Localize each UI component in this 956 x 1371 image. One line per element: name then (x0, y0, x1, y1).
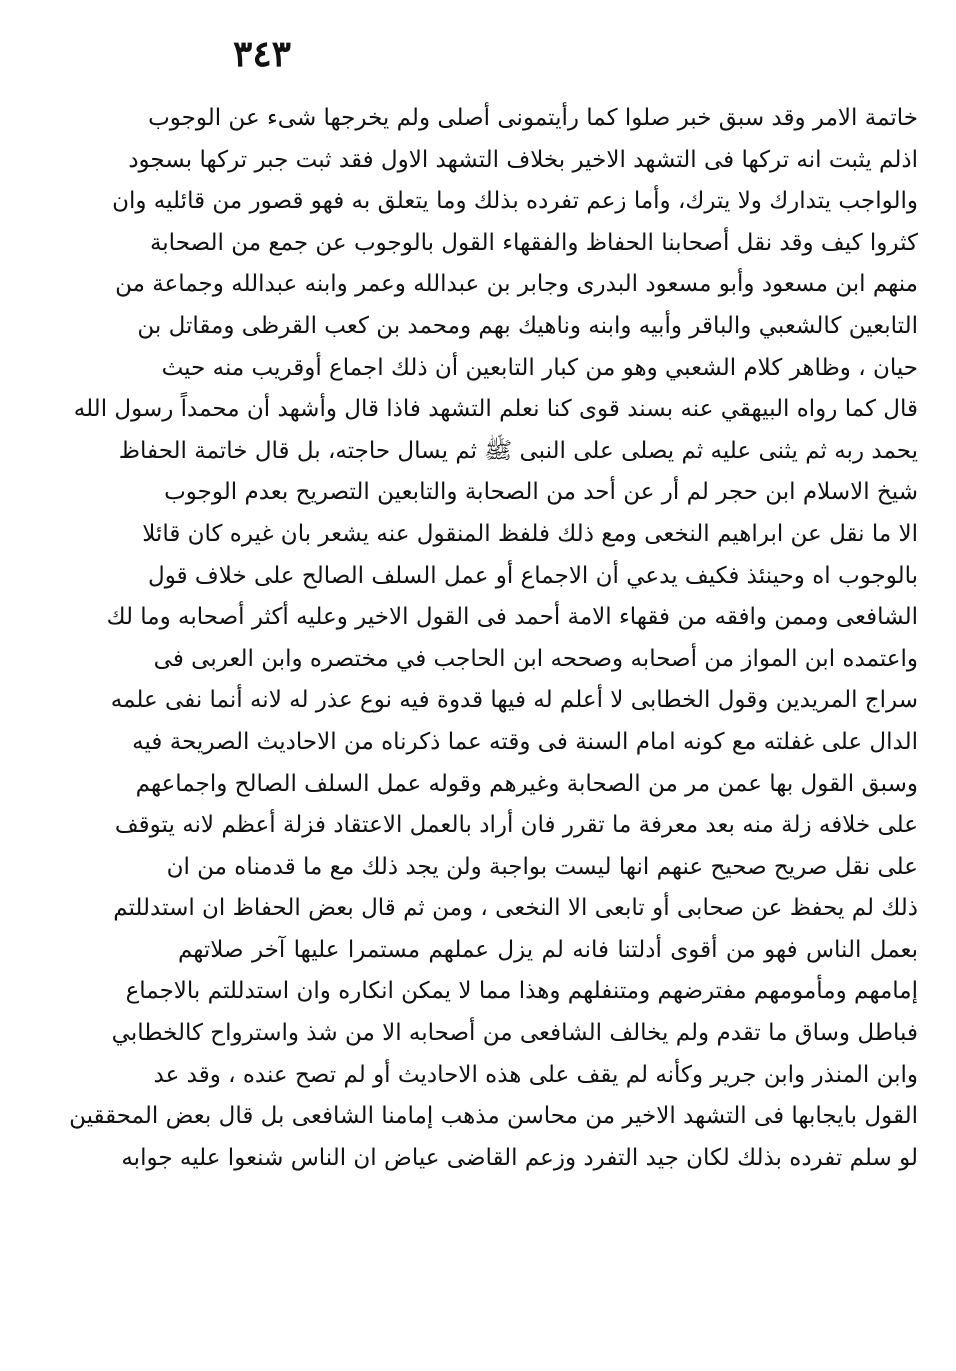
text-line: الا ما نقل عن ابراهيم النخعى ومع ذلك فلفظ المنقول عنه يشعر بان غيره كان قائلا (142, 520, 918, 547)
text-line: بعمل الناس فهو من أقوى أدلتنا فانه لم يزل عملهم مستمرا عليها آخر صلاتهم (178, 936, 918, 963)
text-line: شيخ الاسلام ابن حجر لم أر عن أحد من الصحابة والتابعين التصريح بعدم الوجوب (164, 479, 918, 506)
text-line: يحمد ربه ثم يثنى عليه ثم يصلى على النبى ﷺ ثم يسال حاجته، بل قال خاتمة الحفاظ (118, 437, 918, 464)
text-line: وسبق القول بها عمن مر من الصحابة وغيرهم وقوله عمل السلف الصالح واجماعهم (135, 770, 918, 797)
page-number: ٣٤٣ (232, 33, 291, 75)
text-line: قال كما رواه البيهقي عنه بسند قوى كنا نعلم التشهد فاذا قال وأشهد أن محمداً رسول الله (73, 396, 918, 423)
text-line: على نقل صريح صحيح عنهم انها ليست بواجبة ولن يجد ذلك مع ما قدمناه من ان (166, 853, 918, 880)
text-line: القول بايجابها فى التشهد الاخير من محاسن مذهب إمامنا الشافعى بل قال بعض المحققين (69, 1103, 918, 1130)
text-line: إمامهم ومأمومهم مفترضهم ومتنفلهم وهذا مما لا يمكن انكاره وان استدللتم بالاجماع (125, 978, 918, 1005)
text-line: والواجب يتدارك ولا يترك، وأما زعم تفرده بذلك وما يتعلق به فهو قصور من قائليه وان (112, 188, 918, 215)
text-line: فباطل وساق ما تقدم ولم يخالف الشافعى من أصحابه الا من شذ واسترواح كالخطابي (111, 1020, 918, 1047)
text-line: سراج المريدين وقول الخطابى لا أعلم له فيها قدوة فيه نوع عذر له لانه أنما نفى علمه (110, 687, 918, 714)
text-line: الدال على غفلته مع كونه امام السنة فى وقته عما ذكرناه من الاحاديث الصريحة فيه (132, 728, 918, 755)
text-line: اذلم يثبت انه تركها فى التشهد الاخير بخلاف التشهد الاول فقد ثبت جبر تركها بسجود (128, 146, 918, 173)
text-line: حيان ، وظاهر كلام الشعبي وهو من كبار التابعين أن ذلك اجماع أوقريب منه حيث (161, 354, 918, 381)
text-line: على خلافه زلة منه بعد معرفة ما تقرر فان أراد بالعمل الاعتقاد فزلة أعظم لانه يتوقف (114, 812, 918, 839)
text-line: التابعين كالشعبي والباقر وأبيه وابنه وناهيك بهم ومحمد بن كعب القرظى ومقاتل بن (137, 312, 918, 339)
text-line: بالوجوب اه وحينئذ فكيف يدعي أن الاجماع أو عمل السلف الصالح على خلاف قول (148, 562, 918, 589)
text-line: خاتمة الامر وقد سبق خبر صلوا كما رأيتمونى أصلى ولم يخرجها شىء عن الوجوب (148, 105, 918, 131)
text-line: وابن المنذر وابن جرير وكأنه لم يقف على هذه الاحاديث أو لم تصح عنده ، وقد عد (153, 1061, 918, 1088)
text-line: لو سلم تفرده بذلك لكان جيد التفرد وزعم القاضى عياض ان الناس شنعوا عليه جوابه (121, 1144, 918, 1171)
text-line: واعتمده ابن المواز من أصحابه وصححه ابن الحاجب في مختصره وابن العربى فى (153, 645, 918, 672)
text-line: الشافعى وممن وافقه من فقهاء الامة أحمد فى القول الاخير وعليه أكثر أصحابه وما لك (106, 604, 918, 631)
text-line: كثروا كيف وقد نقل أصحابنا الحفاظ والفقهاء القول بالوجوب عن جمع من الصحابة (149, 229, 918, 256)
text-line: ذلك لم يحفظ عن صحابى أو تابعى الا النخعى ، ومن ثم قال بعض الحفاظ ان استدللتم (113, 895, 918, 922)
body-text (69, 98, 918, 1179)
text-line: منهم ابن مسعود وأبو مسعود البدرى وجابر بن عبدالله وعمر وابنه عبدالله وجماعة من (115, 271, 918, 298)
